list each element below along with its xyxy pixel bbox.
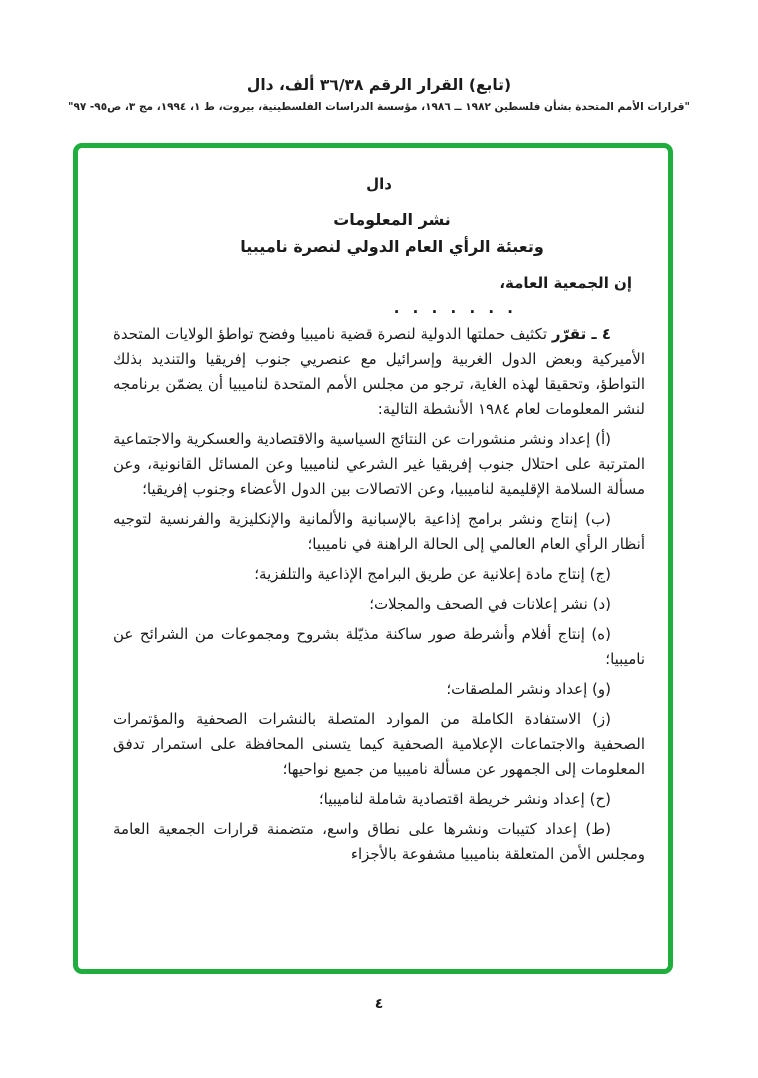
subparagraph-g: (ز) الاستفادة الكاملة من الموارد المتصلة بالنشرات الصحفية والمؤتمرات الصحفية والاجتماعات الإعلامية الصحفية كيما يتسنى المحافظة على استمرار تدفق المعلومات إلى الجمهور عن مسألة ناميبيا من جميع نواحيها؛: [113, 710, 645, 778]
resolution-header-title: (تابع) القرار الرقم ٣٦/٣٨ ألف، دال: [246, 76, 512, 94]
resolution-body: [113, 172, 645, 872]
subparagraph-c: (ج) إنتاج مادة إعلانية عن طريق البرامج الإذاعية والتلفزية؛: [254, 565, 611, 583]
page-number: ٤: [374, 996, 384, 1012]
subparagraph-i: (ط) إعداد كتيبات ونشرها على نطاق واسع، متضمنة قرارات الجمعية العامة ومجلس الأمن المتعلقة بناميبيا مشفوعة بالأجزاء: [113, 820, 645, 863]
source-citation: "قرارات الأمم المتحدة بشأن فلسطين ١٩٨٢ ــ ١٩٨٦، مؤسسة الدراسات الفلسطينية، بيروت، ط ١، ١٩٩٤، مج ٣، ص٩٥- ٩٧": [67, 101, 691, 113]
subparagraph-f: (و) إعداد ونشر الملصقات؛: [446, 680, 611, 698]
section-letter: دال: [366, 175, 392, 193]
subparagraph-d: (د) نشر إعلانات في الصحف والمجلات؛: [369, 595, 611, 613]
subparagraph-e: (ه) إنتاج أفلام وأشرطة صور ساكنة مذيّلة بشروح ومجموعات من الشرائح عن ناميبيا؛: [113, 625, 645, 668]
operative-paragraph-4: [113, 322, 645, 422]
ellipsis-dots: . . . . . . .: [393, 299, 517, 317]
salutation: إن الجمعية العامة،: [499, 274, 632, 292]
subparagraph-b: (ب) إنتاج ونشر برامج إذاعية بالإسبانية والألمانية والإنكليزية والفرنسية لتوجيه أنظار الرأي العام العالمي إلى الحالة الراهنة في ناميبيا؛: [113, 510, 645, 553]
page-header: [20, 76, 738, 113]
resolution-title-line1: نشر المعلومات: [333, 210, 451, 229]
subparagraph-a: (أ) إعداد ونشر منشورات عن النتائج السياسية والاقتصادية والعسكرية والاجتماعية المترتبة على احتلال جنوب إفريقيا غير الشرعي لناميبيا وعن المسائل القانونية، وعن مسألة السلامة الإقليمية لناميبيا، وعن الاتصالات بين الدول الأعضاء وجنوب إفريقيا؛: [113, 430, 645, 498]
subparagraph-h: (ح) إعداد ونشر خريطة اقتصادية شاملة لناميبيا؛: [318, 790, 611, 808]
operative-paragraph-text: تكثيف حملتها الدولية لنصرة قضية ناميبيا وفضح تواطؤ الولايات المتحدة الأميركية وبعض الدول الغربية وإسرائيل مع عنصريي جنوب إفريقيا والتنديد بذلك التواطؤ، وتحقيقا لهذه الغاية، ترجو من مجلس الأمم المتحدة لناميبيا أن يضمّن برنامجه لنشر المعلومات لعام ١٩٨٤ الأنشطة التالية:: [113, 325, 645, 418]
resolution-title-line2: وتعبئة الرأي العام الدولي لنصرة ناميبيا: [240, 237, 544, 256]
operative-paragraph-lead: ٤ ـ تقرّر: [551, 325, 611, 343]
